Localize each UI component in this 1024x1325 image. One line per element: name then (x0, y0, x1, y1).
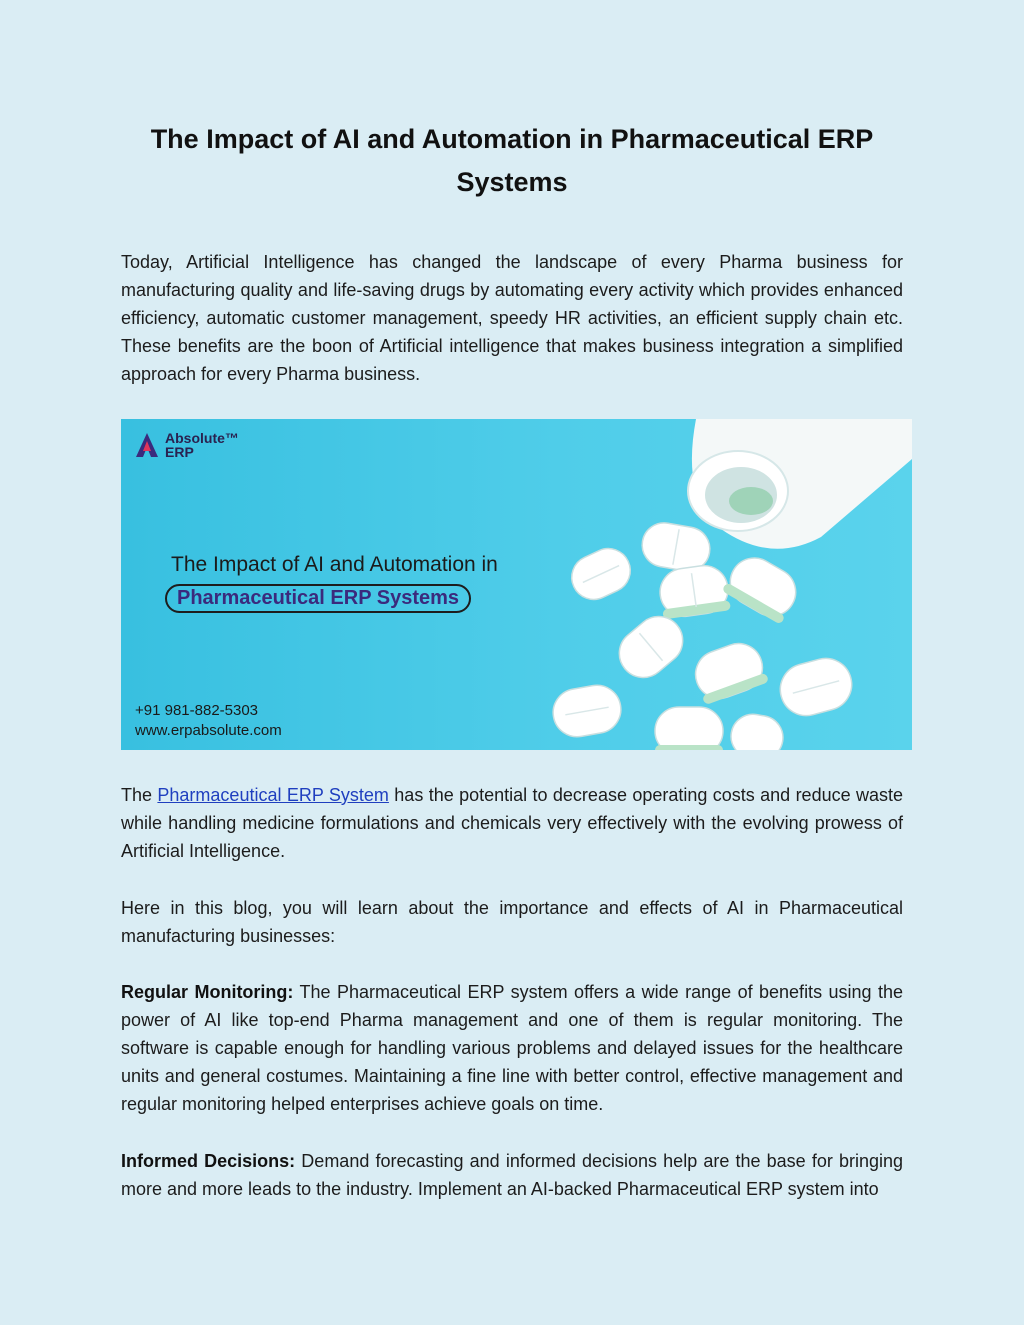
informed-decisions-text: Demand forecasting and informed decisions help are the base for bringing more and more leads to the industry. Implement an AI-backed Pharmaceutical ERP system into (121, 1151, 904, 1199)
informed-decisions-section (121, 1147, 903, 1203)
banner-phone: +91 981-882-5303 (135, 702, 259, 719)
blog-intro-paragraph: Here in this blog, you will learn about the importance and effects of AI in Pharmaceutical manufacturing businesses: (121, 898, 903, 946)
banner-website: www.erpabsolute.com (135, 722, 282, 739)
paragraph-text-end: has the potential to decrease operating costs and reduce waste while handling medicine formulations and chemicals very effectively with the evolving prowess of Artificial Intelligence. (121, 785, 903, 861)
logo-name: Absolute™ (165, 430, 239, 446)
pharmaceutical-erp-system-link[interactable]: Pharmaceutical ERP System (157, 785, 389, 805)
pill-bottle-shape (688, 419, 912, 549)
regular-monitoring-section (121, 978, 903, 1118)
informed-decisions-heading: Informed Decisions: (121, 1151, 296, 1171)
paragraph-text-start: The (121, 785, 158, 805)
regular-monitoring-text: The Pharmaceutical ERP system offers a wide range of benefits using the power of AI like top-end Pharma management and one of them is regular monitoring. The software is capable enough for handling various problems and delayed issues for the healthcare units and general costumes. Maintaining a fine line with better control, effective management and regular monitoring helped enterprises achieve goals on time. (121, 982, 903, 1114)
intro-paragraph: Today, Artificial Intelligence has changed the landscape of every Pharma business for manufacturing quality and life-saving drugs by automating every activity which provides enhanced efficiency, automatic customer management, speedy HR activities, an efficient supply chain etc. These benefits are the boon of Artificial intelligence that makes business integration a simplified approach for every Pharma business. (121, 252, 903, 384)
banner-headline: The Impact of AI and Automation in (171, 553, 498, 576)
article-banner-image (121, 419, 912, 750)
erp-potential-paragraph (121, 781, 903, 865)
pills-illustration (121, 419, 912, 750)
page-title: The Impact of AI and Automation in Pharmaceutical ERP Systems (150, 124, 874, 197)
banner-highlight: Pharmaceutical ERP Systems (165, 584, 471, 613)
regular-monitoring-heading: Regular Monitoring: (121, 982, 294, 1002)
logo-subname: ERP (165, 444, 194, 460)
